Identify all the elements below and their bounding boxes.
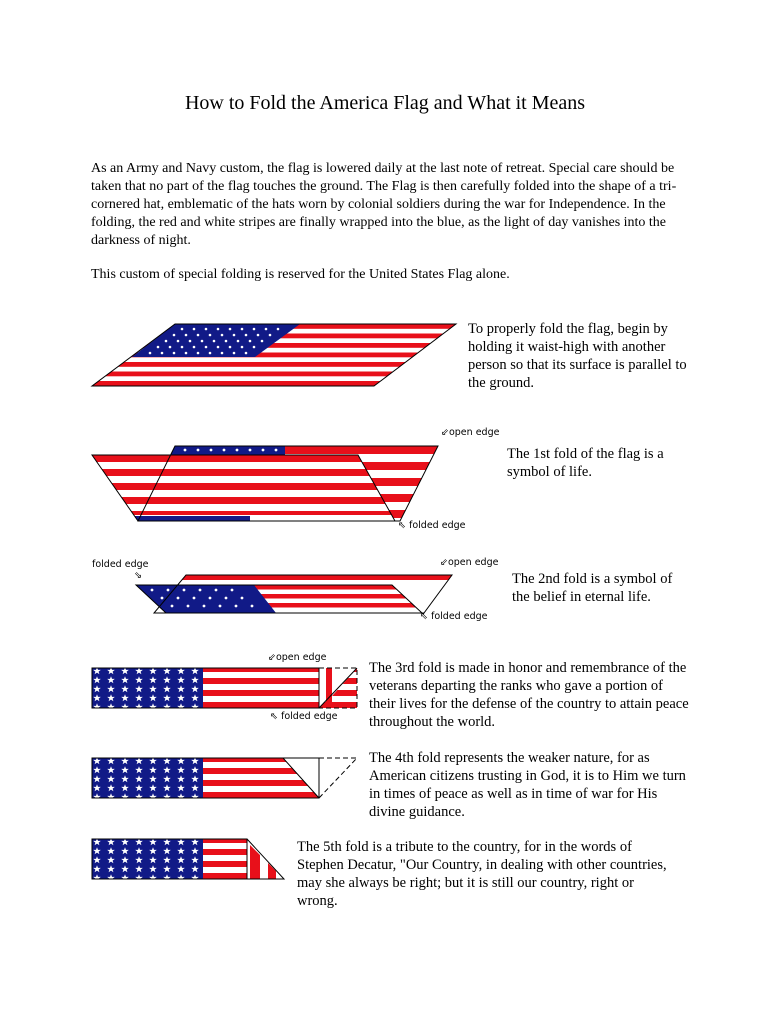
- step-1-open-edge-label: ⇙open edge: [441, 427, 500, 438]
- step-3-folded-edge-label: ⇖ folded edge: [270, 711, 338, 722]
- step-2-folded-edge-label-right: ⇖ folded edge: [420, 611, 488, 622]
- flag-fold-4-diagram: [90, 756, 360, 800]
- flag-flat-diagram: [90, 322, 460, 388]
- step-2-open-edge-label: ⇙open edge: [440, 557, 499, 568]
- step-4-caption: The 4th fold represents the weaker nature, for as American citizens trusting in God, it is to Him we turn in times of peace as well as in time of war for His divine guidance.: [369, 750, 686, 820]
- arrow-icon: ⇙: [441, 427, 449, 438]
- arrow-icon: ⇖: [398, 520, 406, 531]
- step-1-folded-edge-label: ⇖ folded edge: [398, 520, 466, 531]
- step-2-caption: The 2nd fold is a symbol of the belief in eternal life.: [512, 571, 673, 605]
- flag-fold-5-diagram: [90, 837, 290, 881]
- flag-fold-3-diagram: [90, 666, 360, 710]
- step-0-caption: To properly fold the flag, begin by holding it waist-high with another person so that its surface is parallel to the ground.: [468, 321, 687, 391]
- arrow-icon: ⇘: [134, 570, 142, 581]
- arrow-icon: ⇙: [440, 557, 448, 568]
- step-1-caption: The 1st fold of the flag is a symbol of life.: [507, 446, 664, 480]
- arrow-icon: ⇖: [270, 711, 278, 722]
- custom-note: This custom of special folding is reserved for the United States Flag alone.: [91, 267, 510, 282]
- arrow-icon: ⇖: [420, 611, 428, 622]
- arrow-icon: ⇙: [268, 652, 276, 663]
- intro-paragraph: As an Army and Navy custom, the flag is lowered daily at the last note of retreat. Special care should be taken that no part of the flag touches the ground. The Flag is then carefully folded into the shape of a tri-cornered hat, emblematic of the hats worn by colonial soldiers during the war for Independence. In the folding, the red and white stripes are finally wrapped into the blue, as the light of day vanishes into the darkness of night.: [91, 161, 677, 248]
- step-2-folded-edge-label-left: folded edge ⇘: [92, 559, 149, 581]
- step-3-caption: The 3rd fold is made in honor and remembrance of the veterans departing the ranks who gave a portion of their lives for the defense of the country to attain peace throughout the world.: [369, 660, 689, 730]
- step-3-open-edge-label: ⇙open edge: [268, 652, 327, 663]
- page-title: How to Fold the America Flag and What it Means: [184, 92, 586, 114]
- step-5-caption: The 5th fold is a tribute to the country, for in the words of Stephen Decatur, "Our Country, in dealing with other countries, may she always be right; but it is still our country, right or wrong.: [297, 839, 667, 909]
- flag-fold-1-diagram: [90, 443, 440, 523]
- flag-fold-2-diagram: [134, 573, 454, 615]
